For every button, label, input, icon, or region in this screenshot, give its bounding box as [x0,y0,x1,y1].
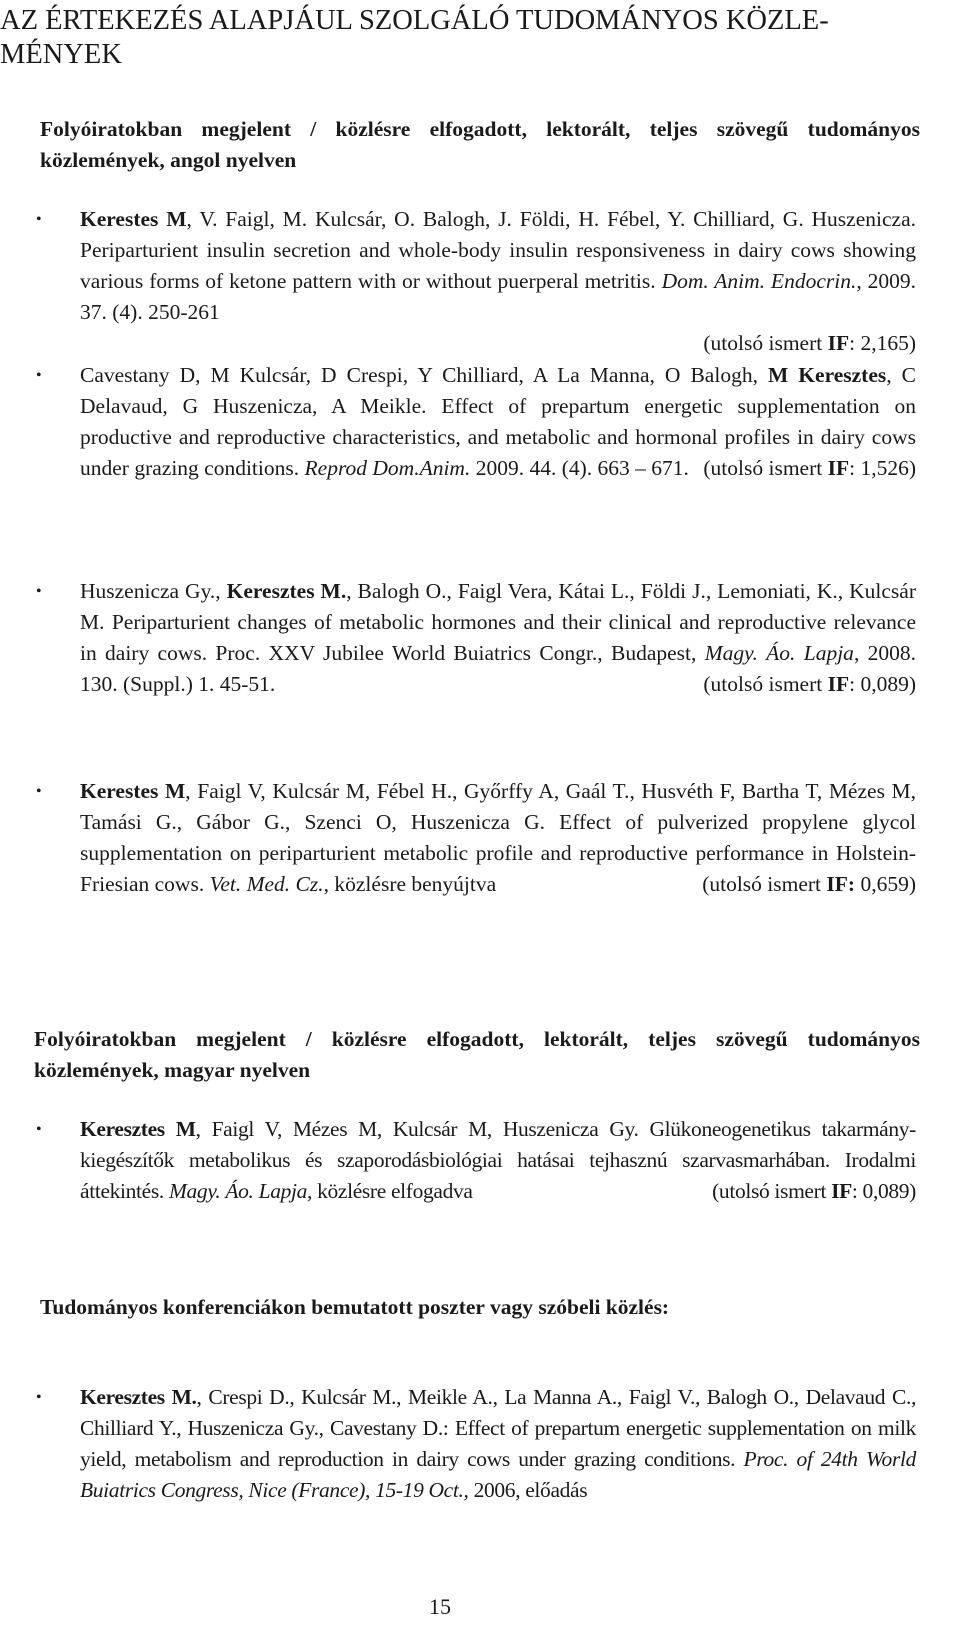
article-title: Periparturient changes of metabolic hormones and their clinical and reproductive relevance in dairy cows. Proc. XXV Jubilee World Buiatrics Congr., Budapest, [80,610,916,665]
article-title: Effect of prepartum energetic supplementation on milk yield, metabolism and reproduction in dairy cows under grazing conditions. [80,1416,916,1471]
author-highlight: Keresztes M. [226,579,347,603]
citation: , közlésre benyújtva [323,872,497,896]
publication-entry [36,1382,916,1506]
publication-entry [36,360,916,484]
author-highlight: M Keresztes [767,363,887,387]
citation: , 2008. 130. (Suppl.) 1. 45-51. [80,641,917,696]
section-heading-hungarian-journals: Folyóiratokban megjelent / közlésre elfogadott, lektorált, teljes szövegű tudományos közlemények, magyar nyelven [34,1027,920,1082]
author-highlight: Kerestes M [80,207,187,231]
journal-name: Reprod Dom.Anim. [304,456,471,480]
authors: Cavestany D, M Kulcsár, D Crespi, Y Chilliard, A La Manna, O Balogh, [80,363,768,387]
impact-factor: (utolsó ismert IF: 1,526) [703,456,916,480]
publication-entry [36,776,917,900]
bullet-icon: • [36,367,42,384]
section-heading-conferences: Tudományos konferenciákon bemutatott poszter vagy szóbeli közlés: [40,1295,670,1319]
article-title: Periparturient insulin secretion and whole-body insulin responsiveness in dairy cows showing various forms of ketone pattern with or without puerperal metritis. [80,238,916,293]
article-title: Effect of pulverized propylene glycol supplementation on periparturient metabolic profile and reproductive performance in Holstein-Friesian cows. [80,810,916,896]
publication-entry [36,576,917,700]
authors: , C Delavaud, G Huszenicza, A Meikle. [80,363,916,418]
author-highlight: Keresztes M [80,1117,196,1141]
bullet-icon: • [36,1121,42,1138]
publication-entry [36,204,916,359]
authors: , Faigl V, Mézes M, Kulcsár M, Huszenicza Gy. [195,1117,650,1141]
citation: , 2009. 37. (4). 250-261 [80,269,916,324]
journal-name: Vet. Med. Cz. [209,872,324,896]
journal-name: Proc. of 24th World Buiatrics Congress, Nice (France), 15-19 Oct., [80,1447,916,1502]
impact-factor: (utolsó ismert IF: 0,089) [712,1179,916,1203]
bullet-icon: • [36,1389,42,1406]
journal-name: Magy. Áo. Lapja [168,1179,308,1203]
page-number: 15 [429,1594,451,1619]
bullet-icon: • [36,783,42,800]
author-highlight: Kerestes M [80,779,186,803]
impact-factor: (utolsó ismert IF: 2,165) [703,331,916,355]
citation: , közlésre elfogadva [307,1179,473,1203]
author-highlight: Keresztes M. [80,1385,197,1409]
journal-name: Magy. Áo. Lapja [704,641,854,665]
section-heading-english-journals: Folyóiratokban megjelent / közlésre elfogadott, lektorált, teljes szövegű tudományos közlemények, angol nyelven [40,117,920,172]
article-title: Glükoneogenetikus takarmány-kiegészítők metabolikus és szaporodásbiológiai hatásai tejhasznú szarvasmarhában. Irodalmi áttekintés. [80,1117,916,1203]
citation: 2006, előadás [468,1478,588,1502]
authors: Huszenicza Gy., [80,579,227,603]
impact-factor: (utolsó ismert IF: 0,089) [703,672,916,696]
impact-factor: (utolsó ismert IF: 0,659) [702,872,916,896]
bullet-icon: • [36,211,42,228]
citation: 2009. 44. (4). 663 – 671. [470,456,689,480]
authors: , Crespi D., Kulcsár M., Meikle A., La Manna A., Faigl V., Balogh O., Delavaud C., Chilliard Y., Huszenicza Gy., Cavestany D.: [80,1385,916,1440]
authors: , Faigl V, Kulcsár M, Fébel H., Győrffy A, Gaál T., Husvéth F, Bartha T, Mézes M, Tamási G., Gábor G., Szenci O, Huszenicza G. [80,779,917,834]
publication-entry [36,1114,916,1207]
journal-name: Dom. Anim. Endocrin. [661,269,857,293]
bullet-icon: • [36,583,42,600]
article-title: Effect of prepartum energetic supplementation on productive and reproductive characteristics, and metabolic and hormonal profiles in dairy cows under grazing conditions. [80,394,916,480]
authors: , Balogh O., Faigl Vera, Kátai L., Földi J., Lemoniati, K., Kulcsár M. [80,579,916,634]
authors: , V. Faigl, M. Kulcsár, O. Balogh, J. Földi, H. Fébel, Y. Chilliard, G. Huszenicza. [186,207,916,231]
page-title: AZ ÉRTEKEZÉS ALAPJÁUL SZOLGÁLÓ TUDOMÁNYOS KÖZLE-MÉNYEK [0,5,829,70]
